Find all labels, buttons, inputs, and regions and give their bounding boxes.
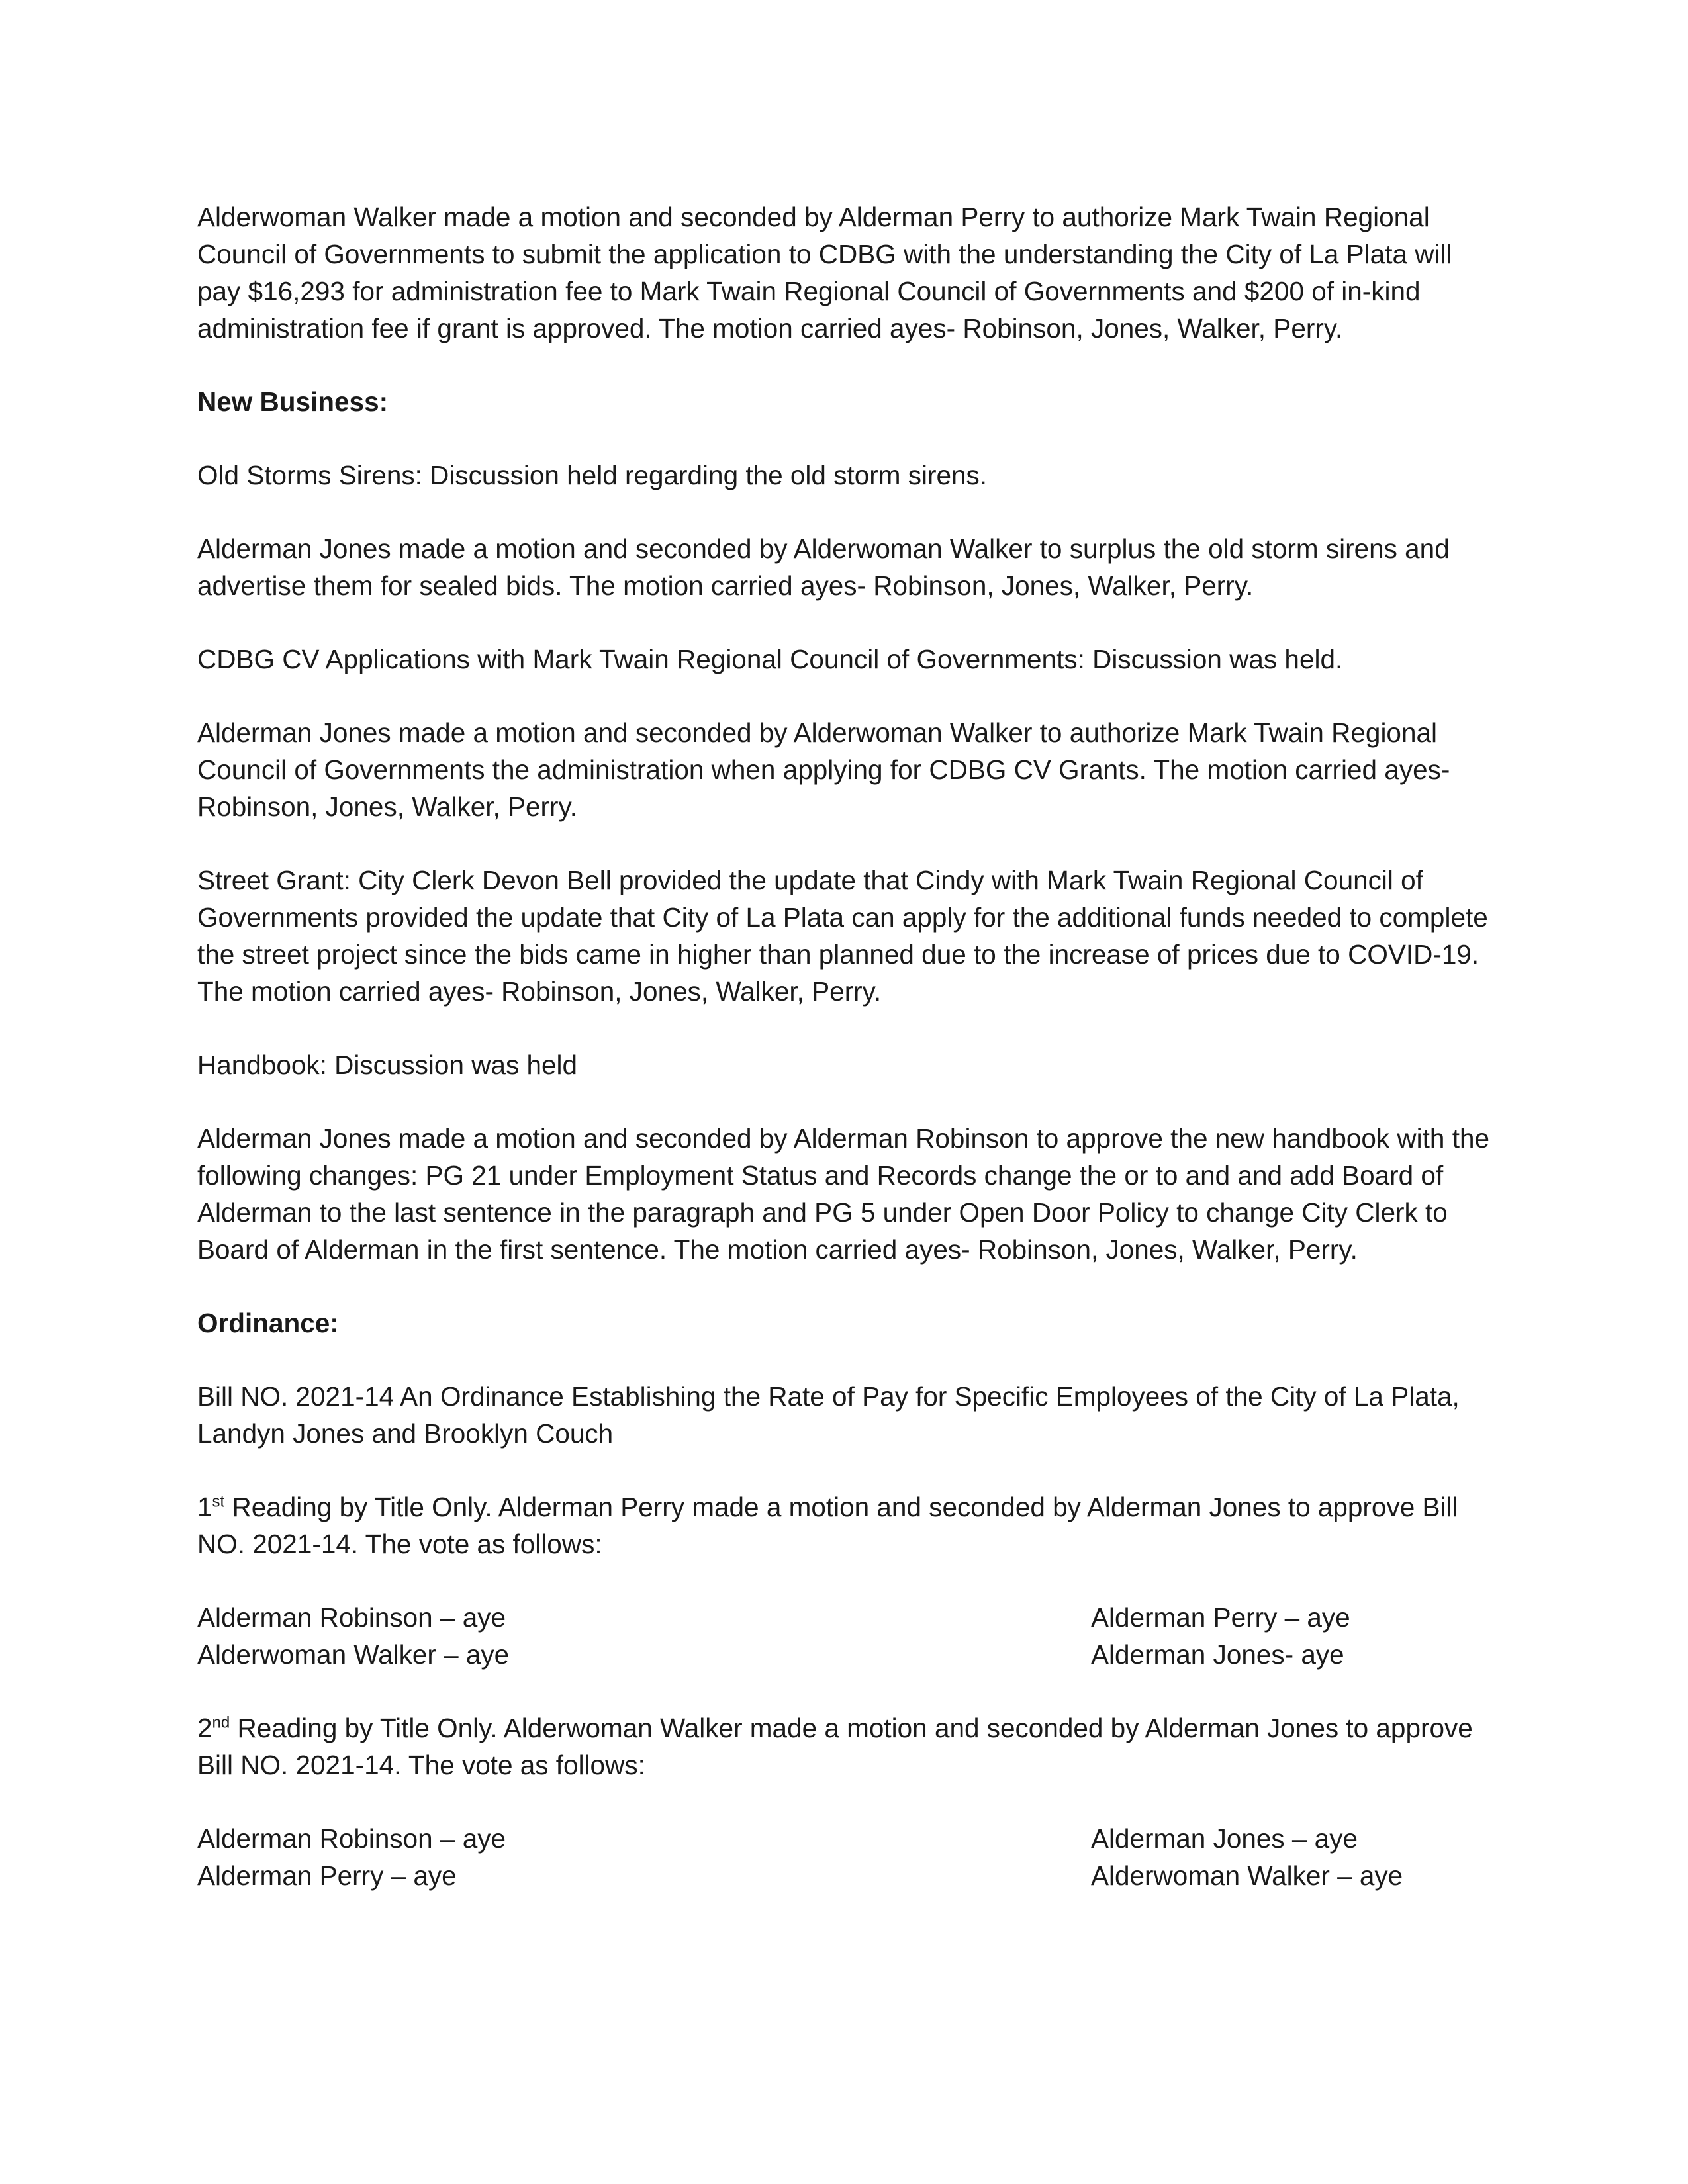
cdbg-cv-discussion: CDBG CV Applications with Mark Twain Regional Council of Governments: Discussion was held. bbox=[197, 644, 1343, 674]
ordinance-heading: Ordinance: bbox=[197, 1308, 339, 1338]
vote-entry: Alderman Robinson – aye bbox=[197, 1602, 506, 1633]
first-reading-text: Reading by Title Only. Alderman Perry made a motion and seconded by Alderman Jones to approve Bill NO. 2021-14. The vote as follows: bbox=[197, 1492, 1458, 1559]
handbook-discussion: Handbook: Discussion was held bbox=[197, 1050, 578, 1080]
vote-entry: Alderman Jones- aye bbox=[1091, 1639, 1344, 1670]
vote-entry: Alderman Perry – aye bbox=[197, 1860, 457, 1891]
storm-sirens-discussion: Old Storms Sirens: Discussion held regarding the old storm sirens. bbox=[197, 460, 987, 490]
minutes-body bbox=[197, 199, 1495, 1931]
vote-entry: Alderman Jones – aye bbox=[1091, 1823, 1358, 1854]
second-reading-number: 2 bbox=[197, 1713, 212, 1743]
handbook-motion: Alderman Jones made a motion and seconded by Alderman Robinson to approve the new handbook with the following changes: PG 21 under Employment Status and Records change the or to and and add Board of Alderman to the last sentence in the paragraph and PG 5 under Open Door Policy to change City Clerk to Board of Alderman in the first sentence. The motion carried ayes- Robinson, Jones, Walker, Perry. bbox=[197, 1123, 1490, 1265]
first-reading-paragraph bbox=[197, 1488, 1495, 1563]
second-reading-votes bbox=[197, 1820, 1495, 1894]
second-reading-paragraph bbox=[197, 1709, 1495, 1784]
cdbg-motion-paragraph: Alderwoman Walker made a motion and seconded by Alderman Perry to authorize Mark Twain Regional Council of Governments to submit the application to CDBG with the understanding the City of La Plata will pay $16,293 for administration fee to Mark Twain Regional Council of Governments and $200 of in-kind administration fee if grant is approved. The motion carried ayes- Robinson, Jones, Walker, Perry. bbox=[197, 202, 1452, 343]
vote-entry: Alderman Robinson – aye bbox=[197, 1823, 506, 1854]
vote-entry: Alderwoman Walker – aye bbox=[1091, 1860, 1403, 1891]
first-reading-votes bbox=[197, 1599, 1495, 1673]
cdbg-cv-motion: Alderman Jones made a motion and seconded by Alderwoman Walker to authorize Mark Twain Regional Council of Governments the administration when applying for CDBG CV Grants. The motion carried ayes- Robinson, Jones, Walker, Perry. bbox=[197, 717, 1450, 822]
second-reading-ordinal: nd bbox=[212, 1713, 230, 1732]
vote-entry: Alderwoman Walker – aye bbox=[197, 1639, 510, 1670]
street-grant-paragraph: Street Grant: City Clerk Devon Bell provided the update that Cindy with Mark Twain Regional Council of Governments provided the update that City of La Plata can apply for the additional funds needed to complete the street project since the bids came in higher than planned due to the increase of prices due to COVID-19. The motion carried ayes- Robinson, Jones, Walker, Perry. bbox=[197, 865, 1488, 1007]
vote-row bbox=[197, 1636, 1495, 1673]
new-business-heading: New Business: bbox=[197, 387, 389, 417]
first-reading-number: 1 bbox=[197, 1492, 212, 1522]
storm-sirens-motion: Alderman Jones made a motion and seconded by Alderwoman Walker to surplus the old storm sirens and advertise them for sealed bids. The motion carried ayes- Robinson, Jones, Walker, Perry. bbox=[197, 533, 1450, 601]
vote-row bbox=[197, 1599, 1495, 1636]
vote-row bbox=[197, 1820, 1495, 1857]
vote-row bbox=[197, 1857, 1495, 1894]
vote-entry: Alderman Perry – aye bbox=[1091, 1602, 1350, 1633]
first-reading-ordinal: st bbox=[212, 1492, 225, 1511]
bill-title: Bill NO. 2021-14 An Ordinance Establishing the Rate of Pay for Specific Employees of the City of La Plata, Landyn Jones and Brooklyn Couch bbox=[197, 1381, 1460, 1449]
second-reading-text: Reading by Title Only. Alderwoman Walker made a motion and seconded by Alderman Jones to approve Bill NO. 2021-14. The vote as follows: bbox=[197, 1713, 1473, 1780]
